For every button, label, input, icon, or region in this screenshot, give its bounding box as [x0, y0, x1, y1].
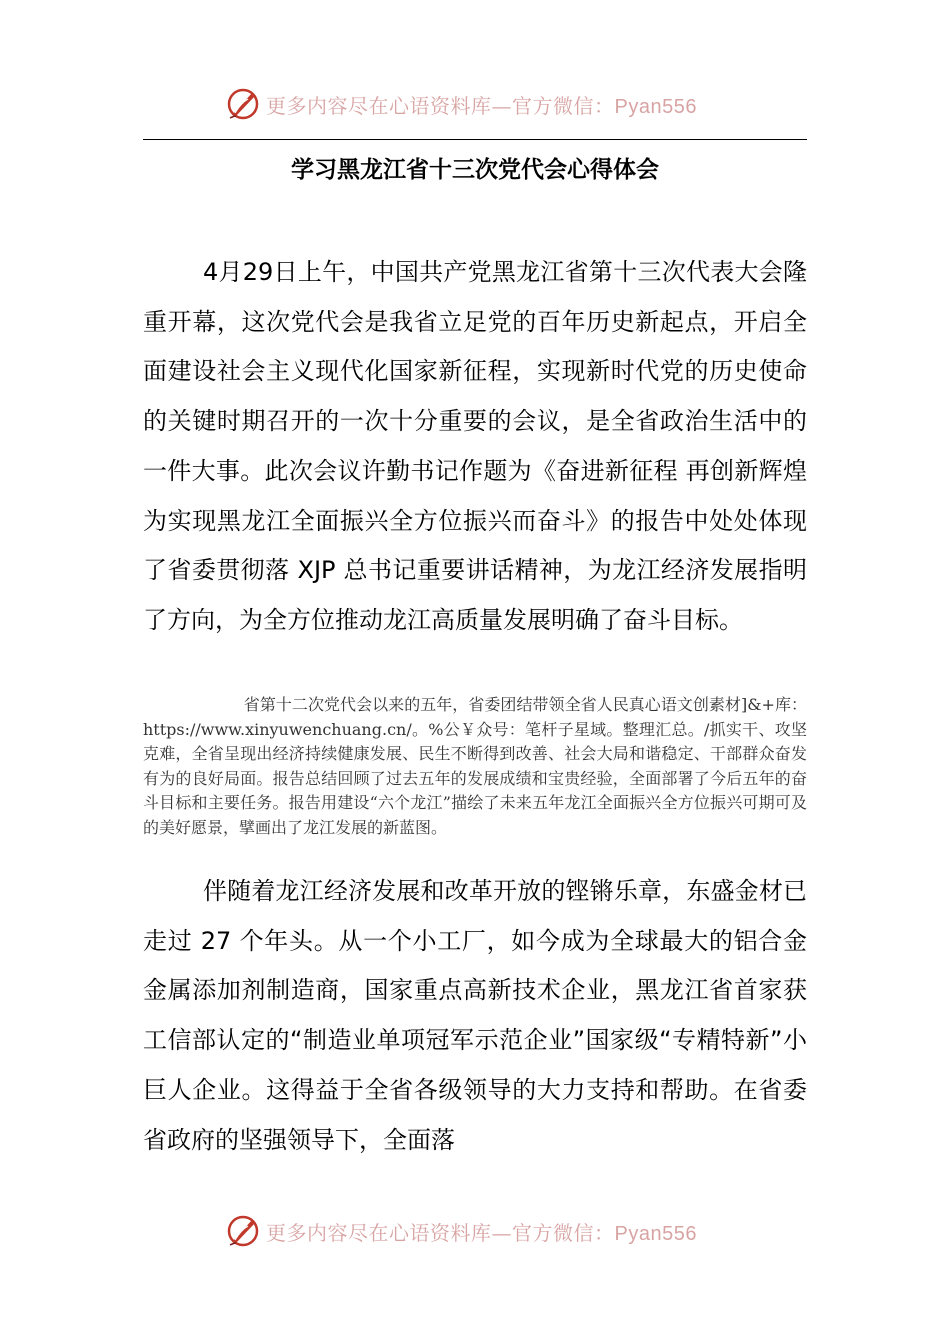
body-paragraph-1: 4月29日上午，中国共产党黑龙江省第十三次代表大会隆重开幕，这次党代会是我省立足党的百年历史新起点，开启全面建设社会主义现代化国家新征程，实现新时代党的历史使命的关键时期召开的一次十分重要的会议，是全省政治生活中的一件大事。此次会议许勤书记作题为《奋进新征程 再创新辉煌 为实现黑龙江全面振兴全方位振兴而奋斗》的报告中处处体现了省委贯彻落 XJP 总书记重要讲话精神，为龙江经济发展指明了方向，为全方位推动龙江高质量发展明确了奋斗目标。: [143, 258, 807, 634]
watermark-banner-bottom: [226, 1211, 726, 1251]
watermark-text: 更多内容尽在心语资料库—官方微信：Pyan556: [266, 1220, 697, 1245]
body-paragraph-3: 伴随着龙江经济发展和改革开放的铿锵乐章，东盛金材已走过 27 个年头。从一个小工厂，如今成为全球最大的铝合金金属添加剂制造商，国家重点高新技术企业，黑龙江省首家获工信部认定的“制造业单项冠军示范企业”国家级“专精特新”小巨人企业。这得益于全省各级领导的大力支持和帮助。在省委省政府的坚强领导下，全面落: [143, 877, 807, 1154]
watermark-banner-top: [226, 84, 726, 124]
watermark-text: 更多内容尽在心语资料库—官方微信：Pyan556: [266, 93, 697, 118]
quill-logo-icon: [226, 1214, 260, 1248]
document-title: 学习黑龙江省十三次党代会心得体会: [291, 157, 659, 183]
body-paragraph-2: 省第十二次党代会以来的五年，省委团结带领全省人民真心语文创素材]&+库：https://www.xinyuwenchuang.cn/。%公￥众号：笔杆子星域。整理汇总。/抓实干、攻坚克难，全省呈现出经济持续健康发展、民生不断得到改善、社会大局和谐稳定、干部群众奋发有为的良好局面。报告总结回顾了过去五年的发展成绩和宝贵经验，全面部署了今后五年的奋斗目标和主要任务。报告用建设“六个龙江”描绘了未来五年龙江全面振兴全方位振兴可期可及的美好愿景，擘画出了龙江发展的新蓝图。: [143, 695, 807, 837]
quill-logo-icon: [226, 87, 260, 121]
header-divider: [143, 139, 807, 140]
